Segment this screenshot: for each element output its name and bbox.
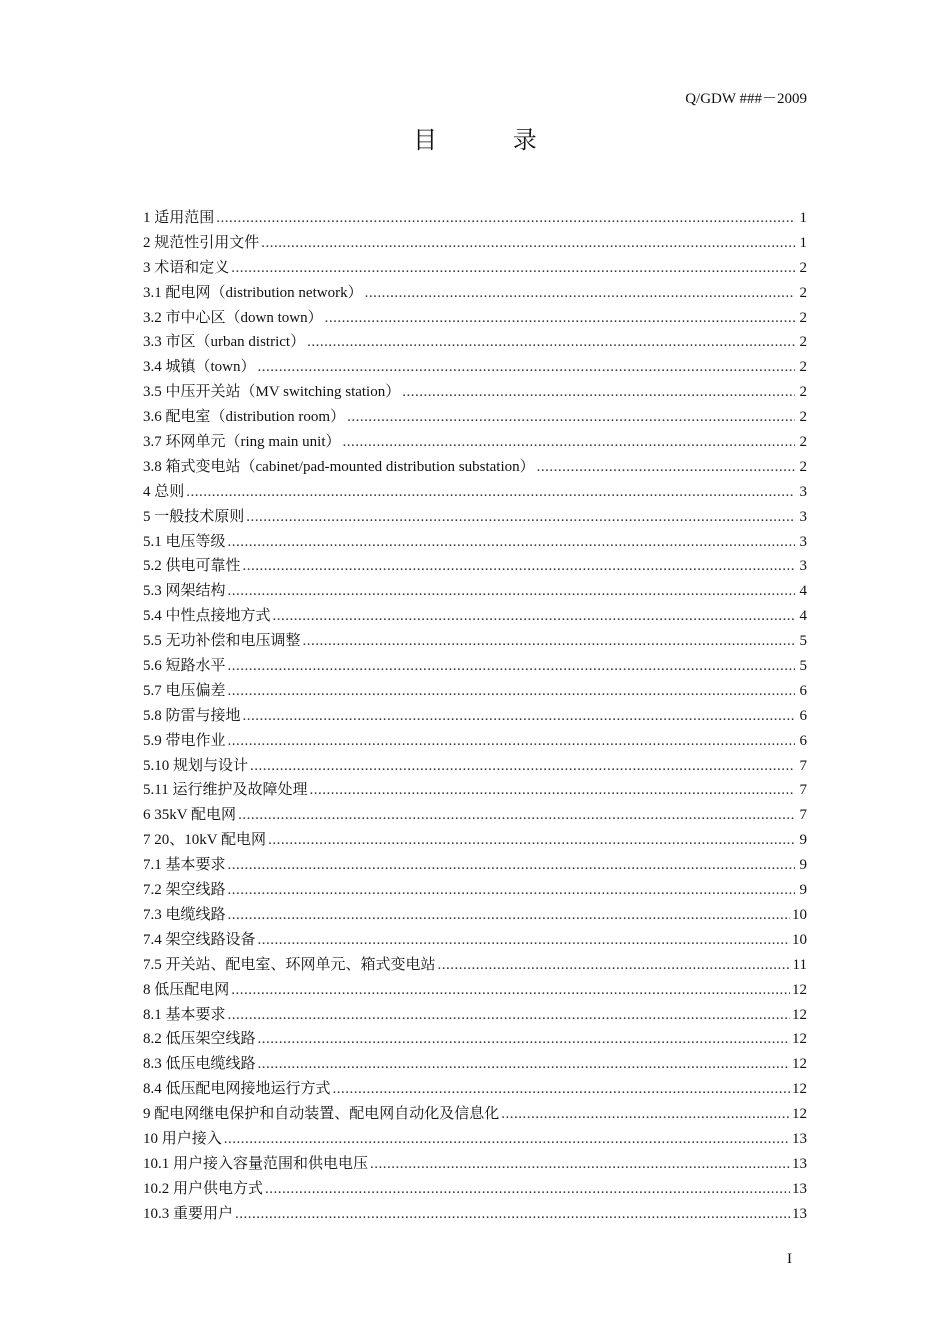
toc-leader-dots bbox=[243, 554, 795, 579]
toc-entry[interactable] bbox=[143, 803, 807, 828]
toc-entry[interactable] bbox=[143, 853, 807, 878]
toc-entry[interactable] bbox=[143, 778, 807, 803]
toc-entry-page: 2 bbox=[799, 434, 807, 451]
toc-leader-dots bbox=[228, 729, 795, 754]
toc-leader-dots bbox=[265, 1177, 790, 1202]
toc-entry-label: 1 适用范围 bbox=[143, 210, 215, 226]
toc-entry[interactable] bbox=[143, 1027, 807, 1052]
toc-entry-label: 8 低压配电网 bbox=[143, 981, 230, 998]
toc-entry-label: 3.2 市中心区（down town） bbox=[143, 309, 323, 326]
toc-entry-page: 5 bbox=[799, 633, 807, 650]
toc-entry-label: 7.1 基本要求 bbox=[143, 857, 226, 874]
toc-entry-page: 12 bbox=[792, 1056, 807, 1073]
toc-leader-dots bbox=[243, 704, 795, 729]
toc-leader-dots bbox=[501, 1102, 790, 1127]
toc-entry-page: 5 bbox=[799, 658, 807, 675]
toc-entry-page: 1 bbox=[799, 210, 807, 226]
toc-entry-page: 6 bbox=[799, 732, 807, 749]
toc-entry-page: 9 bbox=[799, 832, 807, 849]
toc-entry-label: 5.10 规划与设计 bbox=[143, 757, 249, 774]
toc-entry-page: 3 bbox=[799, 533, 807, 550]
toc-entry[interactable] bbox=[143, 554, 807, 579]
toc-entry-page: 12 bbox=[792, 1031, 807, 1048]
toc-leader-dots bbox=[268, 828, 795, 853]
toc-entry-page: 2 bbox=[799, 259, 807, 276]
toc-entry-label: 3.3 市区（urban district） bbox=[143, 334, 306, 351]
toc-entry[interactable] bbox=[143, 281, 807, 306]
toc-entry-page: 2 bbox=[799, 359, 807, 376]
toc-entry-label: 10.2 用户供电方式 bbox=[143, 1180, 264, 1197]
toc-leader-dots bbox=[231, 978, 790, 1003]
toc-entry[interactable] bbox=[143, 1152, 807, 1177]
toc-entry[interactable] bbox=[143, 903, 807, 928]
toc-leader-dots bbox=[537, 455, 795, 480]
toc-entry-page: 1 bbox=[799, 234, 807, 251]
toc-entry-label: 3 术语和定义 bbox=[143, 259, 230, 276]
toc-entry[interactable] bbox=[143, 455, 807, 480]
toc-entry-label: 7 20、10kV 配电网 bbox=[143, 832, 267, 849]
toc-entry-page: 2 bbox=[799, 309, 807, 326]
toc-entry-label: 8.3 低压电缆线路 bbox=[143, 1056, 256, 1073]
toc-entry-label: 8.1 基本要求 bbox=[143, 1006, 226, 1023]
toc-leader-dots bbox=[258, 928, 790, 953]
toc-leader-dots bbox=[370, 1152, 790, 1177]
toc-entry-page: 7 bbox=[799, 757, 807, 774]
toc-entry-page: 9 bbox=[799, 857, 807, 874]
toc-leader-dots bbox=[303, 629, 795, 654]
toc-entry-label: 5.3 网架结构 bbox=[143, 583, 226, 600]
toc-leader-dots bbox=[258, 355, 795, 380]
table-of-contents bbox=[143, 206, 807, 1227]
toc-leader-dots bbox=[258, 1027, 790, 1052]
document-code: Q/GDW ###－2009 bbox=[685, 91, 807, 107]
toc-entry[interactable] bbox=[143, 1102, 807, 1127]
toc-entry-page: 3 bbox=[799, 483, 807, 500]
toc-entry[interactable] bbox=[143, 729, 807, 754]
toc-leader-dots bbox=[438, 953, 791, 978]
toc-leader-dots bbox=[228, 1003, 790, 1028]
toc-leader-dots bbox=[238, 803, 795, 828]
toc-leader-dots bbox=[228, 579, 795, 604]
toc-entry-label: 2 规范性引用文件 bbox=[143, 234, 260, 251]
toc-leader-dots bbox=[224, 1127, 790, 1152]
toc-entry[interactable] bbox=[143, 579, 807, 604]
toc-entry[interactable] bbox=[143, 231, 807, 256]
toc-leader-dots bbox=[309, 778, 795, 803]
toc-entry[interactable] bbox=[143, 355, 807, 380]
toc-entry-page: 2 bbox=[799, 334, 807, 351]
toc-leader-dots bbox=[343, 430, 796, 455]
toc-entry-label: 9 配电网继电保护和自动装置、配电网自动化及信息化 bbox=[143, 1106, 500, 1123]
toc-leader-dots bbox=[246, 505, 795, 530]
toc-entry-label: 3.5 中压开关站（MV switching station） bbox=[143, 384, 401, 401]
toc-entry-page: 4 bbox=[799, 583, 807, 600]
toc-leader-dots bbox=[228, 853, 795, 878]
toc-entry[interactable] bbox=[143, 530, 807, 555]
toc-entry[interactable] bbox=[143, 679, 807, 704]
toc-entry-label: 5.11 运行维护及故障处理 bbox=[143, 782, 308, 799]
toc-entry-page: 13 bbox=[792, 1180, 807, 1197]
toc-entry[interactable] bbox=[143, 380, 807, 405]
toc-entry-label: 3.8 箱式变电站（cabinet/pad-mounted distribution substation） bbox=[143, 458, 535, 475]
toc-leader-dots bbox=[365, 281, 795, 306]
toc-entry[interactable] bbox=[143, 1177, 807, 1202]
toc-entry-label: 3.6 配电室（distribution room） bbox=[143, 409, 346, 426]
toc-entry[interactable] bbox=[143, 256, 807, 281]
toc-entry-page: 13 bbox=[792, 1130, 807, 1147]
toc-entry-page: 13 bbox=[792, 1205, 807, 1222]
toc-entry-label: 6 35kV 配电网 bbox=[143, 807, 237, 824]
toc-leader-dots bbox=[307, 330, 795, 355]
toc-entry[interactable] bbox=[143, 604, 807, 629]
toc-leader-dots bbox=[402, 380, 795, 405]
toc-entry-page: 2 bbox=[799, 284, 807, 301]
toc-entry-label: 5.7 电压偏差 bbox=[143, 682, 226, 699]
toc-leader-dots bbox=[250, 754, 795, 779]
toc-title: 目 录 bbox=[413, 126, 571, 154]
toc-leader-dots bbox=[258, 1052, 790, 1077]
toc-entry[interactable] bbox=[143, 1003, 807, 1028]
toc-entry-page: 10 bbox=[792, 931, 807, 948]
toc-leader-dots bbox=[347, 405, 795, 430]
toc-entry-page: 2 bbox=[799, 458, 807, 475]
page-number: I bbox=[787, 1251, 792, 1267]
toc-entry-label: 5.1 电压等级 bbox=[143, 533, 226, 550]
toc-entry[interactable] bbox=[143, 654, 807, 679]
toc-entry[interactable] bbox=[143, 405, 807, 430]
toc-entry-label: 7.3 电缆线路 bbox=[143, 906, 226, 923]
toc-entry-page: 11 bbox=[792, 956, 807, 973]
toc-leader-dots bbox=[325, 306, 795, 331]
toc-entry-page: 12 bbox=[792, 981, 807, 998]
toc-entry-page: 3 bbox=[799, 558, 807, 575]
toc-leader-dots bbox=[228, 903, 790, 928]
toc-entry-page: 13 bbox=[792, 1155, 807, 1172]
toc-entry[interactable] bbox=[143, 1202, 807, 1227]
toc-entry-label: 5 一般技术原则 bbox=[143, 508, 245, 525]
toc-leader-dots bbox=[235, 1202, 790, 1227]
toc-entry-label: 10.3 重要用户 bbox=[143, 1205, 234, 1222]
toc-entry-page: 2 bbox=[799, 409, 807, 426]
toc-leader-dots bbox=[228, 654, 795, 679]
toc-entry[interactable] bbox=[143, 330, 807, 355]
toc-entry-label: 5.8 防雷与接地 bbox=[143, 707, 241, 724]
toc-entry[interactable] bbox=[143, 928, 807, 953]
toc-entry-page: 7 bbox=[799, 807, 807, 824]
toc-leader-dots bbox=[333, 1077, 790, 1102]
toc-entry-page: 10 bbox=[792, 906, 807, 923]
toc-entry-label: 10.1 用户接入容量范围和供电电压 bbox=[143, 1155, 369, 1172]
toc-leader-dots bbox=[261, 231, 795, 256]
toc-entry[interactable] bbox=[143, 306, 807, 331]
toc-entry[interactable] bbox=[143, 978, 807, 1003]
toc-entry[interactable] bbox=[143, 704, 807, 729]
toc-entry-label: 5.4 中性点接地方式 bbox=[143, 608, 271, 625]
toc-entry[interactable] bbox=[143, 754, 807, 779]
toc-entry-page: 12 bbox=[792, 1006, 807, 1023]
toc-entry-label: 3.4 城镇（town） bbox=[143, 359, 256, 376]
toc-entry-page: 12 bbox=[792, 1106, 807, 1123]
toc-entry[interactable] bbox=[143, 1077, 807, 1102]
toc-entry[interactable] bbox=[143, 1127, 807, 1152]
toc-entry[interactable] bbox=[143, 1052, 807, 1077]
toc-entry-label: 5.5 无功补偿和电压调整 bbox=[143, 633, 301, 650]
toc-entry[interactable] bbox=[143, 629, 807, 654]
toc-entry[interactable] bbox=[143, 505, 807, 530]
toc-entry-page: 6 bbox=[799, 682, 807, 699]
toc-entry-label: 8.2 低压架空线路 bbox=[143, 1031, 256, 1048]
toc-entry-label: 10 用户接入 bbox=[143, 1130, 222, 1147]
toc-leader-dots bbox=[231, 256, 795, 281]
toc-leader-dots bbox=[216, 206, 795, 231]
toc-entry-label: 5.2 供电可靠性 bbox=[143, 558, 241, 575]
toc-entry-page: 7 bbox=[799, 782, 807, 799]
toc-entry-label: 3.7 环网单元（ring main unit） bbox=[143, 434, 341, 451]
toc-leader-dots bbox=[186, 480, 795, 505]
toc-entry-label: 5.6 短路水平 bbox=[143, 658, 226, 675]
toc-entry-label: 7.4 架空线路设备 bbox=[143, 931, 256, 948]
toc-entry-label: 4 总则 bbox=[143, 483, 185, 500]
toc-entry[interactable] bbox=[143, 480, 807, 505]
toc-entry[interactable] bbox=[143, 206, 807, 231]
toc-entry-page: 2 bbox=[799, 384, 807, 401]
toc-entry-label: 5.9 带电作业 bbox=[143, 732, 226, 749]
toc-entry-page: 12 bbox=[792, 1081, 807, 1098]
toc-leader-dots bbox=[228, 530, 795, 555]
toc-entry[interactable] bbox=[143, 878, 807, 903]
toc-entry[interactable] bbox=[143, 953, 807, 978]
toc-entry-label: 7.2 架空线路 bbox=[143, 882, 226, 899]
toc-leader-dots bbox=[273, 604, 795, 629]
toc-entry[interactable] bbox=[143, 430, 807, 455]
toc-leader-dots bbox=[228, 878, 795, 903]
toc-entry-page: 3 bbox=[799, 508, 807, 525]
toc-leader-dots bbox=[228, 679, 795, 704]
toc-entry-label: 7.5 开关站、配电室、环网单元、箱式变电站 bbox=[143, 956, 436, 973]
toc-entry-page: 9 bbox=[799, 882, 807, 899]
toc-entry-page: 6 bbox=[799, 707, 807, 724]
toc-entry-label: 3.1 配电网（distribution network） bbox=[143, 284, 363, 301]
toc-entry-page: 4 bbox=[799, 608, 807, 625]
toc-entry[interactable] bbox=[143, 828, 807, 853]
toc-entry-label: 8.4 低压配电网接地运行方式 bbox=[143, 1081, 331, 1098]
